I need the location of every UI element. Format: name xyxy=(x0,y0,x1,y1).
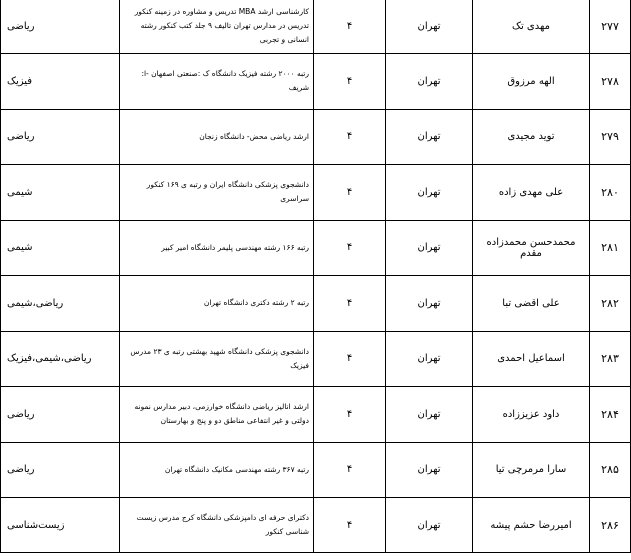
teacher-name: امیررضا حشم پیشه xyxy=(473,498,590,553)
row-number: ۲۸۴ xyxy=(590,387,631,443)
teacher-name: علی اقضی تبا xyxy=(473,276,590,332)
teachers-table-body xyxy=(1,0,631,553)
table-row xyxy=(1,0,631,54)
teacher-subject: ریاضی،شیمی xyxy=(1,276,120,332)
teacher-description: رتبه ۳۶۷ رشته مهندسی مکانیک دانشگاه تهران xyxy=(120,442,314,498)
teacher-subject: شیمی xyxy=(1,220,120,276)
row-number: ۲۸۳ xyxy=(590,331,631,387)
teacher-grade: ۴ xyxy=(314,54,386,110)
teacher-grade: ۴ xyxy=(314,276,386,332)
teacher-subject: ریاضی xyxy=(1,0,120,54)
teacher-city: تهران xyxy=(386,498,473,553)
teacher-city: تهران xyxy=(386,387,473,443)
table-row xyxy=(1,387,631,443)
teacher-grade: ۴ xyxy=(314,498,386,553)
teacher-city: تهران xyxy=(386,109,473,165)
teacher-grade: ۴ xyxy=(314,387,386,443)
teacher-name: توید مجیدی xyxy=(473,109,590,165)
row-number: ۲۷۸ xyxy=(590,54,631,110)
table-row xyxy=(1,220,631,276)
table-row xyxy=(1,498,631,553)
table-row xyxy=(1,54,631,110)
row-number: ۲۷۷ xyxy=(590,0,631,54)
teacher-name: مهدی تک xyxy=(473,0,590,54)
row-number: ۲۸۵ xyxy=(590,442,631,498)
teacher-name: علی مهدی زاده xyxy=(473,165,590,221)
table-row xyxy=(1,276,631,332)
teacher-subject: ریاضی xyxy=(1,442,120,498)
teacher-subject: فیزیک xyxy=(1,54,120,110)
teacher-city: تهران xyxy=(386,331,473,387)
teacher-subject: زیست‌شناسی xyxy=(1,498,120,553)
table-row xyxy=(1,109,631,165)
row-number: ۲۷۹ xyxy=(590,109,631,165)
teacher-description: دانشجوی پزشکی دانشگاه شهید بهشتی رتبه ی ۲۳ مدرس فیزیک xyxy=(120,331,314,387)
teacher-description: دکترای حرفه ای دامپزشکی دانشگاه کرج مدرس زیست شناسی کنکور xyxy=(120,498,314,553)
teacher-name: اسماعیل احمدی xyxy=(473,331,590,387)
teacher-grade: ۴ xyxy=(314,220,386,276)
table-row xyxy=(1,165,631,221)
table-row xyxy=(1,442,631,498)
teacher-description: کارشناسی ارشد MBA تدریس و مشاوره در زمینه کنکور تدریس در مدارس تهران تالیف ۹ جلد کتب کنکور رشته انسانی و تجربی xyxy=(120,0,314,54)
teacher-grade: ۴ xyxy=(314,109,386,165)
teacher-description: ارشد ریاضی محض- دانشگاه زنجان xyxy=(120,109,314,165)
teacher-description: رتبه ۲ رشته دکتری دانشگاه تهران xyxy=(120,276,314,332)
teacher-name: الهه مرزوق xyxy=(473,54,590,110)
teacher-subject: ریاضی،شیمی،فیزیک xyxy=(1,331,120,387)
teacher-grade: ۴ xyxy=(314,442,386,498)
teacher-grade: ۴ xyxy=(314,0,386,54)
row-number: ۲۸۲ xyxy=(590,276,631,332)
teacher-subject: شیمی xyxy=(1,165,120,221)
teacher-name: سارا مرمرچی تیا xyxy=(473,442,590,498)
teacher-subject: ریاضی xyxy=(1,109,120,165)
teacher-subject: ریاضی xyxy=(1,387,120,443)
teacher-name: داود عزیززاده xyxy=(473,387,590,443)
row-number: ۲۸۶ xyxy=(590,498,631,553)
teacher-name: محمدحسن محمدزاده مقدم xyxy=(473,220,590,276)
teacher-city: تهران xyxy=(386,220,473,276)
teacher-city: تهران xyxy=(386,442,473,498)
table-row xyxy=(1,331,631,387)
row-number: ۲۸۰ xyxy=(590,165,631,221)
teacher-description: رتبه ۱۶۶ رشته مهندسی پلیمر دانشگاه امیر کبیر xyxy=(120,220,314,276)
teacher-description: دانشجوی پزشکی دانشگاه ایران و رتبه ی ۱۶۹ کنکور سراسری xyxy=(120,165,314,221)
teacher-description: ارشد اناليز رياضی دانشگاه خوارزمی، دبير مدارس نمونه دولتی و غير انتفاعی مناطق دو و پنج و بهارستان xyxy=(120,387,314,443)
teacher-grade: ۴ xyxy=(314,165,386,221)
teacher-description: رتبه ۲۰۰۰ رشته فیزیک دانشگاه ک :صنعتی اصفهان -ا: شریف xyxy=(120,54,314,110)
row-number: ۲۸۱ xyxy=(590,220,631,276)
teacher-city: تهران xyxy=(386,0,473,54)
teacher-city: تهران xyxy=(386,54,473,110)
teacher-grade: ۴ xyxy=(314,331,386,387)
teacher-city: تهران xyxy=(386,165,473,221)
teacher-city: تهران xyxy=(386,276,473,332)
